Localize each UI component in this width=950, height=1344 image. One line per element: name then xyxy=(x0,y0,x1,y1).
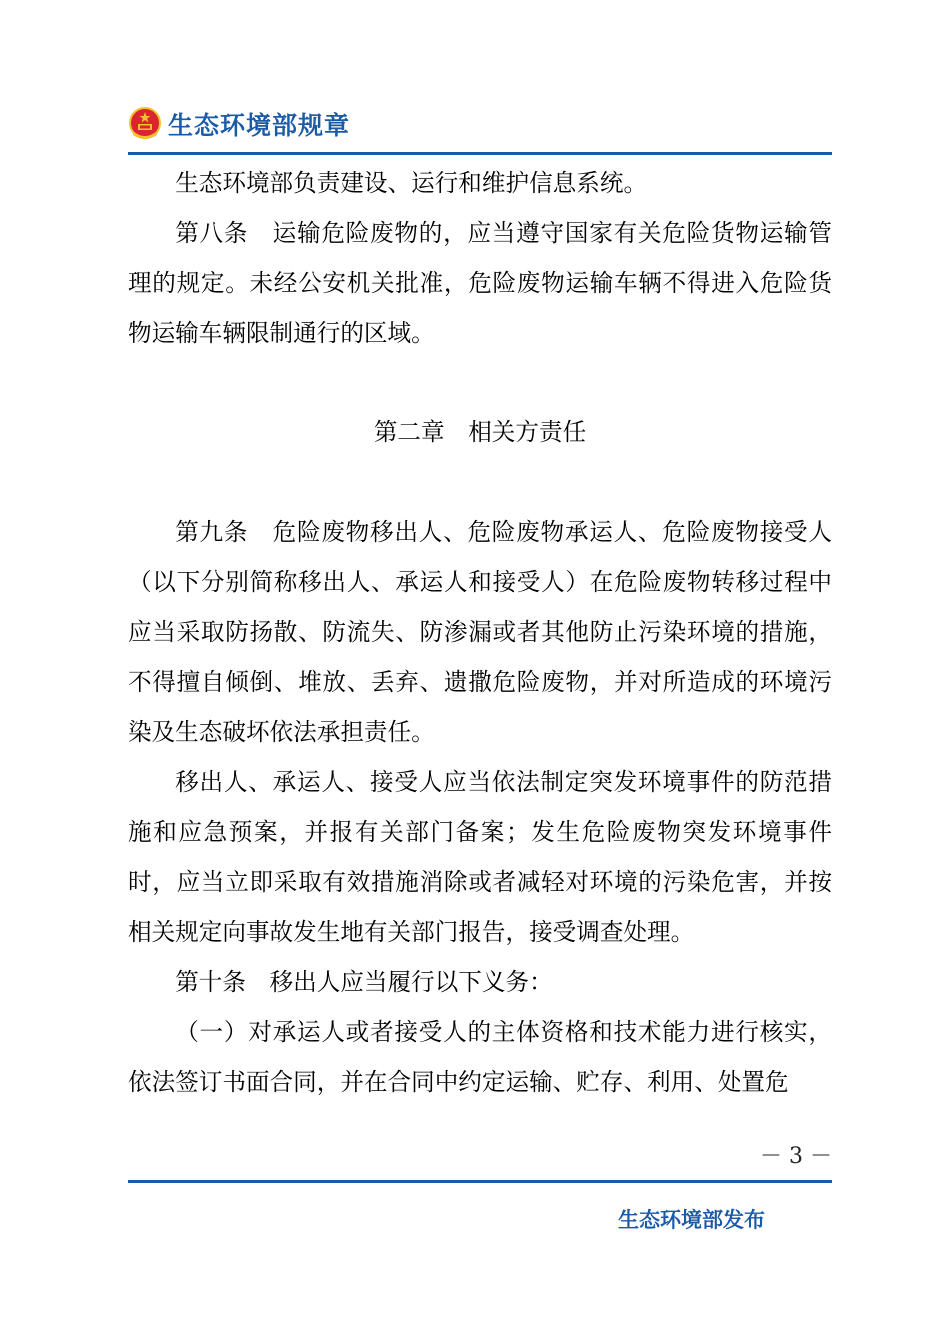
page-header xyxy=(128,102,350,146)
header-title: 生态环境部规章 xyxy=(168,111,351,140)
paragraph-article-10: 第十条 移出人应当履行以下义务： xyxy=(175,968,553,996)
footer-publisher: 生态环境部发布 xyxy=(618,1208,765,1232)
article-block-2 xyxy=(128,507,832,1107)
paragraph-article-8: 第八条 运输危险废物的，应当遵守国家有关危险货物运输管理的规定。未经公安机关批准，危险废物运输车辆不得进入危险货物运输车辆限制通行的区域。 xyxy=(128,219,832,347)
national-emblem-icon xyxy=(128,105,162,143)
paragraph-article-9: 第九条 危险废物移出人、危险废物承运人、危险废物接受人（以下分别简称移出人、承运人和接受人）在危险废物转移过程中应当采取防扬散、防流失、防渗漏或者其他防止污染环境的措施，不得擅自倾倒、堆放、丢弃、遗撒危险废物，并对所造成的环境污染及生态破坏依法承担责任。 xyxy=(128,518,832,746)
paragraph: 生态环境部负责建设、运行和维护信息系统。 xyxy=(175,169,648,197)
chapter-heading: 第二章 相关方责任 xyxy=(373,418,587,446)
footer-divider xyxy=(128,1180,832,1183)
page-number: － 3 － xyxy=(760,1144,832,1169)
header-divider xyxy=(128,152,832,155)
paragraph-item-1: （一）对承运人或者接受人的主体资格和技术能力进行核实，依法签订书面合同，并在合同中约定运输、贮存、利用、处置危 xyxy=(128,1018,832,1096)
article-block-1 xyxy=(128,158,832,358)
paragraph: 移出人、承运人、接受人应当依法制定突发环境事件的防范措施和应急预案，并报有关部门备案；发生危险废物突发环境事件时，应当立即采取有效措施消除或者减轻对环境的污染危害，并按相关规定向事故发生地有关部门报告，接受调查处理。 xyxy=(128,768,832,946)
